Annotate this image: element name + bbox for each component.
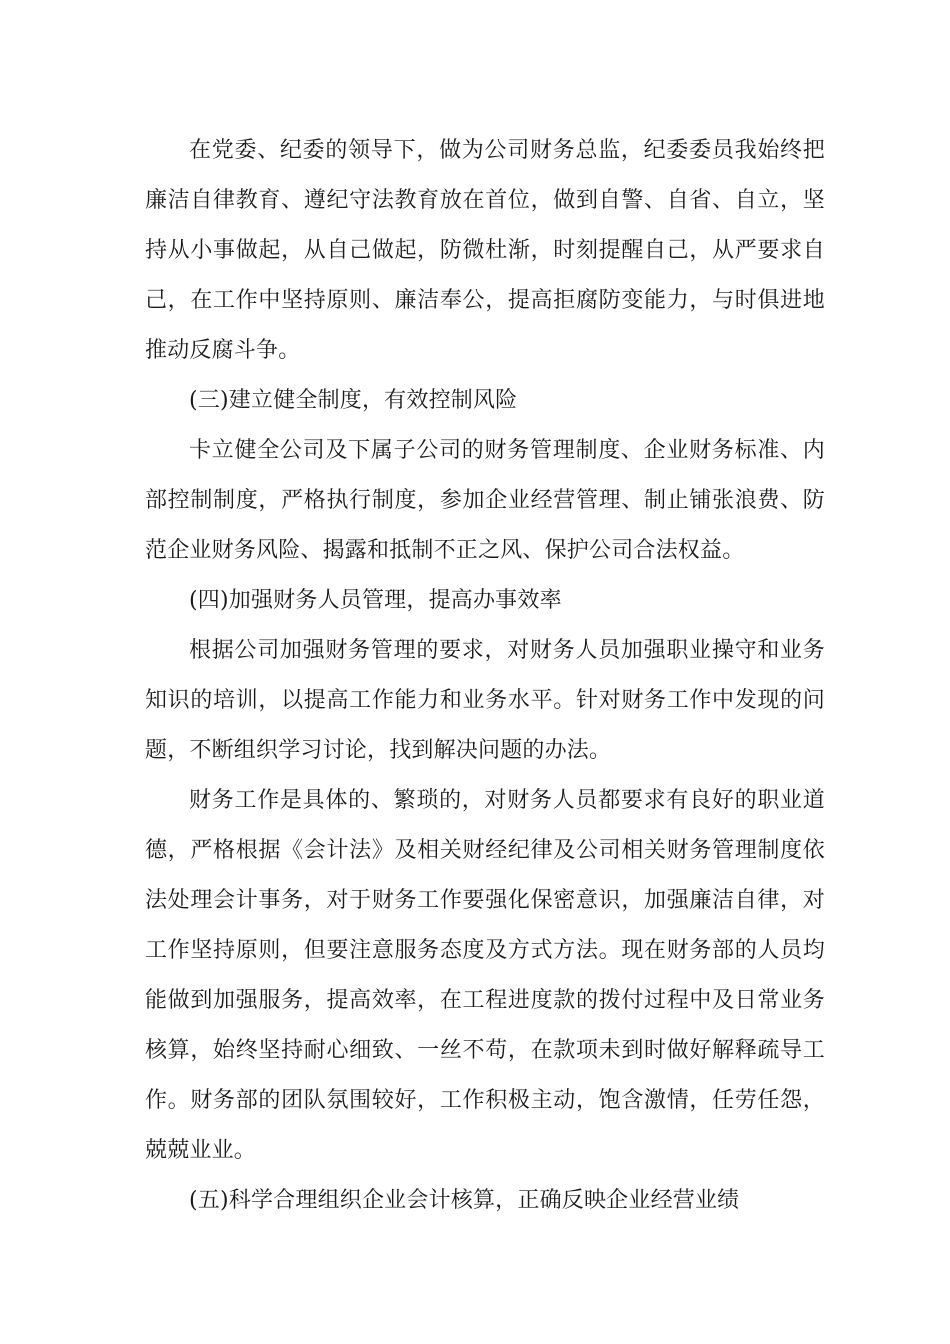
section-heading-5: (五)科学合理组织企业会计核算，正确反映企业经营业绩 bbox=[189, 1188, 740, 1213]
paragraph-ethics: 财务工作是具体的、繁琐的，对财务人员都要求有良好的职业道德，严格根据《会计法》及相关财经纪律及公司相关财务管理制度依法处理会计事务，对于财务工作要强化保密意识，加强廉洁自律，对工作坚持原则，但要注意服务态度及方式方法。现在财务部的人员均能做到加强服务，提高效率，在工程进度款的拨付过程中及日常业务核算，始终坚持耐心细致、一丝不苟，在款项未到时做好解释疏导工作。财务部的团队氛围较好，工作积极主动，饱含激情，任劳任怨，兢兢业业。 bbox=[145, 788, 825, 1163]
paragraph-training: 根据公司加强财务管理的要求，对财务人员加强职业操守和业务知识的培训，以提高工作能力和业务水平。针对财务工作中发现的问题，不断组织学习讨论，找到解决问题的办法。 bbox=[145, 638, 825, 763]
paragraph-systems: 卡立健全公司及下属子公司的财务管理制度、企业财务标准、内部控制制度，严格执行制度，参加企业经营管理、制止铺张浪费、防范企业财务风险、揭露和抵制不正之风、保护公司合法权益。 bbox=[145, 438, 825, 563]
paragraph-integrity: 在党委、纪委的领导下，做为公司财务总监，纪委委员我始终把廉洁自律教育、遵纪守法教育放在首位，做到自警、自省、自立，坚持从小事做起，从自己做起，防微杜渐，时刻提醒自己，从严要求自己，在工作中坚持原则、廉洁奉公，提高拒腐防变能力，与时俱进地推动反腐斗争。 bbox=[145, 138, 825, 363]
section-heading-3: (三)建立健全制度，有效控制风险 bbox=[189, 388, 518, 413]
document-body bbox=[145, 126, 825, 1226]
section-heading-4: (四)加强财务人员管理，提高办事效率 bbox=[189, 588, 562, 613]
